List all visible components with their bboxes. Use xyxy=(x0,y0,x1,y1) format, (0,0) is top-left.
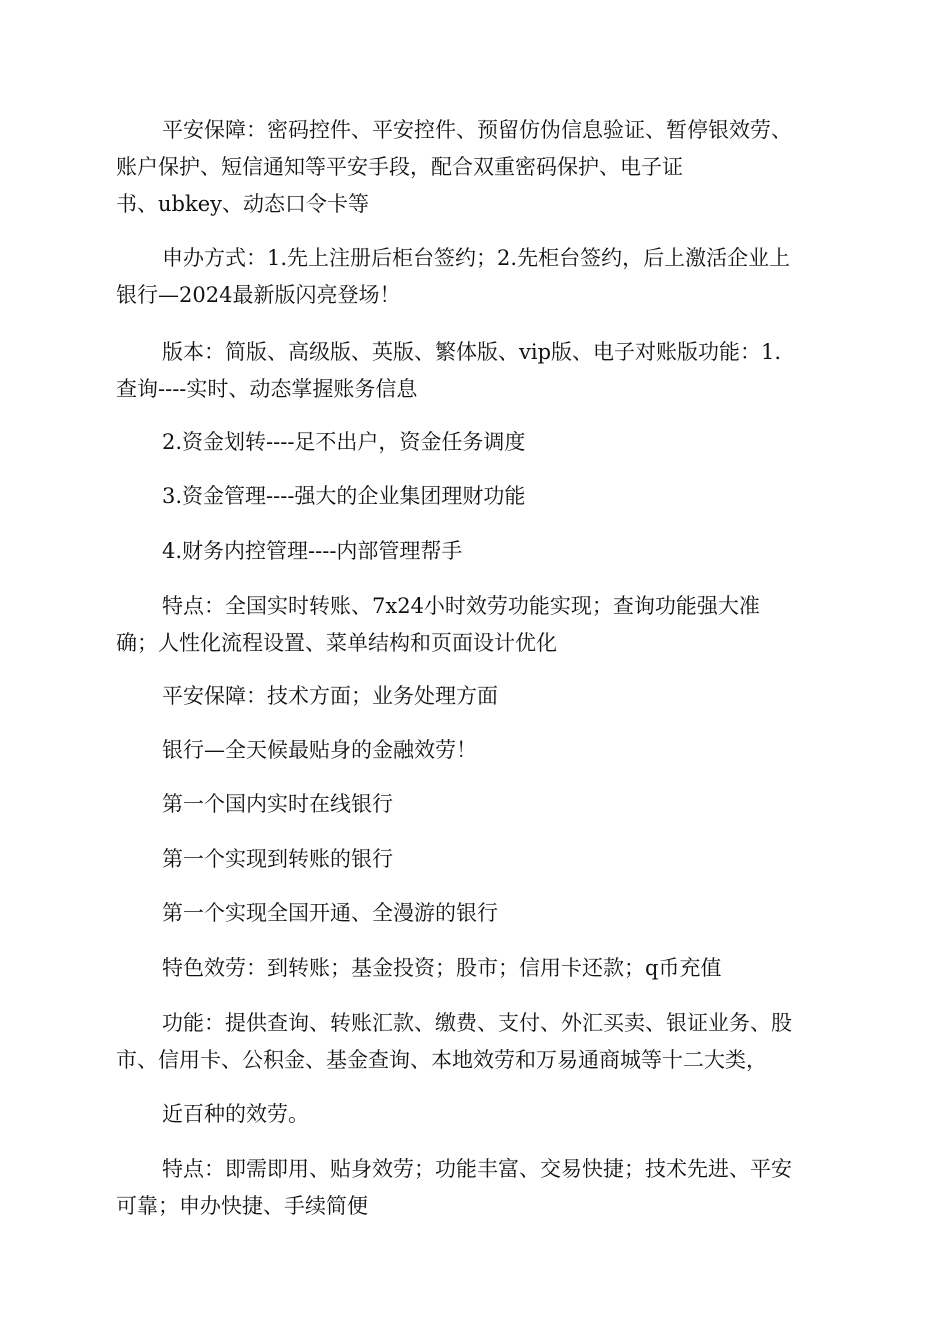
text-line: 第一个实现到转账的银行 xyxy=(162,847,393,871)
text-line: 近百种的效劳。 xyxy=(162,1102,309,1126)
text-line: 第一个国内实时在线银行 xyxy=(162,792,393,816)
text-line: 书、ubkey、动态口令卡等 xyxy=(116,192,369,216)
paragraph-security xyxy=(116,678,836,715)
text-line: 申办方式：1.先上注册后柜台签约；2.先柜台签约，后上激活企业上 xyxy=(162,246,791,270)
text-line: 平安保障：技术方面；业务处理方面 xyxy=(162,684,498,708)
paragraph-first-online-bank xyxy=(116,786,836,823)
text-line: 特色效劳：到转账；基金投资；股市；信用卡还款；q币充值 xyxy=(162,956,722,980)
paragraph-functions xyxy=(116,1005,836,1079)
text-line: 特点：全国实时转账、7x24小时效劳功能实现；查询功能强大准 xyxy=(162,594,760,618)
paragraph-versions xyxy=(116,334,836,408)
text-line: 银行—全天候最贴身的金融效劳！ xyxy=(162,738,477,762)
paragraph-special-services xyxy=(116,950,836,987)
paragraph-internal-control xyxy=(116,533,836,570)
text-line: 可靠；申办快捷、手续简便 xyxy=(116,1194,368,1218)
text-line: 平安保障：密码控件、平安控件、预留仿伪信息验证、暂停银效劳、 xyxy=(162,118,792,142)
text-line: 4.财务内控管理----内部管理帮手 xyxy=(162,539,463,563)
text-line: 查询----实时、动态掌握账务信息 xyxy=(116,377,418,401)
text-line: 账户保护、短信通知等平安手段，配合双重密码保护、电子证 xyxy=(116,155,683,179)
paragraph-features xyxy=(116,588,836,662)
paragraph-service-count xyxy=(116,1096,836,1133)
paragraph-first-transfer-bank xyxy=(116,841,836,878)
paragraph-fund-transfer xyxy=(116,424,836,461)
text-line: 功能：提供查询、转账汇款、缴费、支付、外汇买卖、银证业务、股 xyxy=(162,1011,792,1035)
text-line: 3.资金管理----强大的企业集团理财功能 xyxy=(162,484,526,508)
paragraph-first-roaming-bank xyxy=(116,895,836,932)
paragraph-characteristics xyxy=(116,1151,836,1225)
paragraph-security-measures xyxy=(116,112,836,223)
text-line: 市、信用卡、公积金、基金查询、本地效劳和万易通商城等十二大类， xyxy=(116,1048,767,1072)
paragraph-bank-slogan xyxy=(116,732,836,769)
text-line: 确；人性化流程设置、菜单结构和页面设计优化 xyxy=(116,631,557,655)
text-line: 2.资金划转----足不出户，资金任务调度 xyxy=(162,430,526,454)
text-line: 银行—2024最新版闪亮登场！ xyxy=(116,283,401,307)
paragraph-application-method xyxy=(116,240,836,314)
text-line: 版本：简版、高级版、英版、繁体版、vip版、电子对账版功能：1. xyxy=(162,340,782,364)
paragraph-fund-management xyxy=(116,478,836,515)
text-line: 特点：即需即用、贴身效劳；功能丰富、交易快捷；技术先进、平安 xyxy=(162,1157,792,1181)
text-line: 第一个实现全国开通、全漫游的银行 xyxy=(162,901,498,925)
